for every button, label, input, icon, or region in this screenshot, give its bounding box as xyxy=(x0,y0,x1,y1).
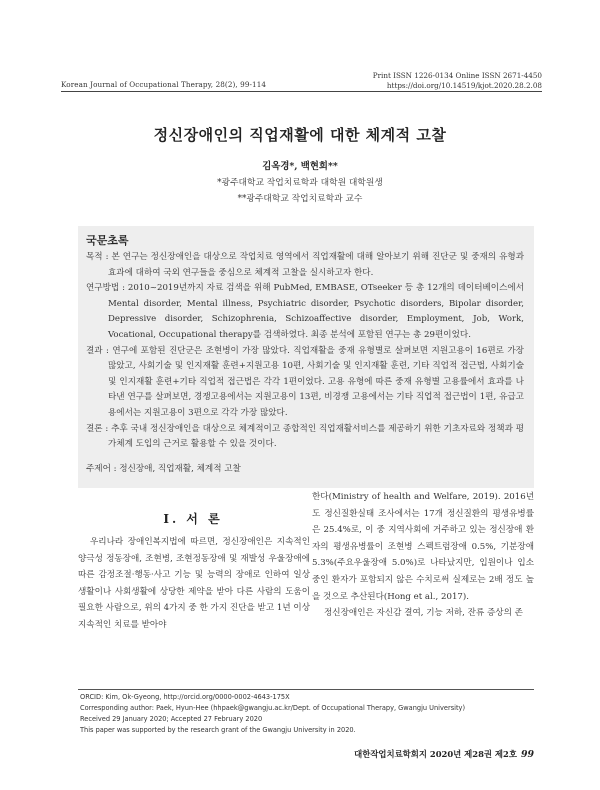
abstract-purpose: 목적 : 본 연구는 정신장애인을 대상으로 작업치료 영역에서 직업재활에 대해 알아보기 위해 진단군 및 중재의 유형과 효과에 대하여 국외 연구들을 중심으로 체계적 고찰을 실시하고자 한다. xyxy=(86,252,524,278)
affiliation-1: *광주대학교 작업치료학과 대학원 대학원생 xyxy=(217,178,383,188)
abstract-methods: 연구방법 : 2010~2019년까지 자료 검색을 위해 PubMed, EMBASE, OTseeker 등 총 12개의 데이터베이스에서 Mental disorder, Mental illness, Psychiatric disorder, Psychotic disorders, Bipolar disorder, Depressive disorder, Schizophrenia, Schizoaffective disorder, Employment, Job, Work, Vocational, Occupational therapy를 검색하였다. 최종 분석에 포함된 연구는 총 29편이었다. xyxy=(86,283,524,340)
footnotes xyxy=(80,692,532,736)
footnote-corresponding: Corresponding author: Paek, Hyun-Hee (hhpaek@gwangju.ac.kr/Dept. of Occupational Therapy, Gwangju University) xyxy=(80,704,466,712)
keywords: 주제어 : 정신장애, 직업재활, 체계적 고찰 xyxy=(86,464,241,474)
abstract-heading: 국문초록 xyxy=(86,234,129,247)
abstract-results: 결과 : 연구에 포함된 진단군은 조현병이 가장 많았다. 직업재활을 중재 유형별로 살펴보면 지원고용이 16편로 가장 많았고, 사회기술 및 인지재활 훈련+지원고용 10편, 사회기술 및 인지재활 훈련, 기타 직업적 접근법, 사회기술 및 인지재활 훈련+기타 직업적 접근법은 각각 1편이었다. 고용 유형에 따른 중재 유형별 고용률에서 효과를 나타낸 연구를 살펴보면, 경쟁고용에서는 지원고용이 13편, 비경쟁 고용에서는 기타 직업적 접근법이 1편, 유급고용에서는 지원고용이 3편으로 각각 가장 많았다. xyxy=(86,345,524,418)
footnote-funding: This paper was supported by the research grant of the Gwangju University in 2020. xyxy=(80,726,356,734)
footnote-rule xyxy=(78,689,534,690)
paper-title: 정신장애인의 직업재활에 대한 체계적 고찰 xyxy=(153,126,447,144)
footnote-orcid: ORCID: Kim, Ok-Gyeong, http://orcid.org/0000-0002-4643-175X xyxy=(80,693,290,701)
body-right-column xyxy=(312,489,534,622)
abstract-body xyxy=(86,250,524,453)
page-number: 99 xyxy=(520,749,534,760)
body-left-column xyxy=(78,534,310,634)
issn-doi-block xyxy=(373,71,542,91)
abstract-conclusion: 결론 : 추후 국내 정신장애인을 대상으로 체계적이고 종합적인 직업재활서비스를 제공하기 위한 기초자료와 정책과 평가체계 도입의 근거로 활용할 수 있을 것이다. xyxy=(86,423,524,450)
body-paragraph: 한다(Ministry of health and Welfare, 2019). 2016년도 정신질환실태 조사에서는 17개 정신질환의 평생유병률은 25.4%로, 이 중 지역사회에 거주하고 있는 정신장애 환자의 평생유병률이 조현병 스펙트럼장애 0.5%, 기분장애 5.3%(주요우울장애 5.0%)로 나타났지만, 입원이나 입소 중인 환자가 포함되지 않은 수치로써 실제로는 2배 정도 높을 것으로 추산된다(Hong et al., 2017). xyxy=(312,492,534,602)
body-paragraph: 정신장애인은 자신감 결여, 기능 저하, 잔류 증상의 존 xyxy=(324,608,523,619)
body-paragraph: 우리나라 장애인복지법에 따르면, 정신장애인은 지속적인 양극성 정동장애, 조현병, 조현정동장애 및 재발성 우울장애에 따른 감정조절·행동·사고 기능 및 능력의 장애로 인하여 일상생활이나 사회생활에 상당한 제약을 받아 다른 사람의 도움이 필요한 사람으로, 위의 4가지 중 한 가지 진단을 받고 1년 이상 지속적인 치료를 받아야 xyxy=(78,537,310,630)
footer-journal: 대한작업치료학회지 2020년 제28권 제2호 xyxy=(354,749,517,759)
issn-line: Print ISSN 1226-0134 Online ISSN 2671-4450 xyxy=(372,71,542,80)
author-list: 김옥경*, 백현희** xyxy=(262,161,338,172)
journal-citation: Korean Journal of Occupational Therapy, 28(2), 99-114 xyxy=(61,80,267,89)
affiliation-2: **광주대학교 작업치료학과 교수 xyxy=(237,194,363,204)
header-rule xyxy=(61,91,542,92)
section-title: Ⅰ. 서 론 xyxy=(163,512,223,526)
page-footer xyxy=(354,748,534,760)
footnote-dates: Received 29 January 2020; Accepted 27 February 2020 xyxy=(80,715,263,723)
doi-link[interactable]: https://doi.org/10.14519/kjot.2020.28.2.08 xyxy=(386,81,542,90)
